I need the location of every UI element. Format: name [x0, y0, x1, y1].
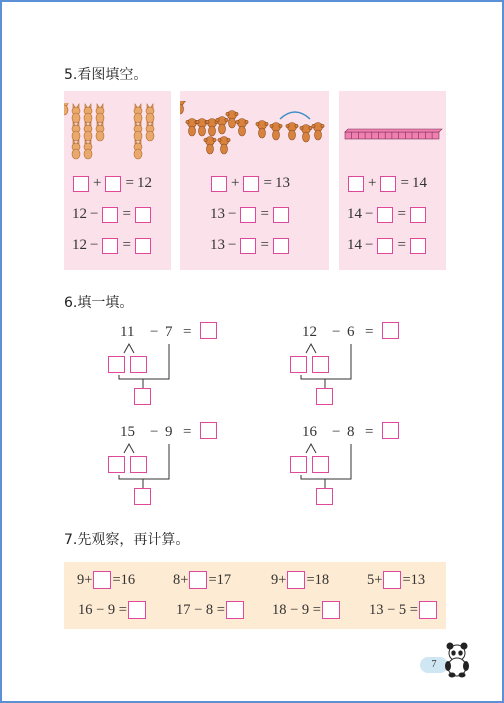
expression: 18 − 9 =	[272, 601, 321, 618]
section5-heading: 5.看图填空。	[64, 67, 148, 83]
minuend: 12	[72, 237, 87, 253]
minuend: 13	[210, 206, 225, 222]
minus-sign: −	[90, 237, 99, 253]
equals-sign: =	[125, 175, 134, 191]
answer-box[interactable]	[73, 176, 89, 192]
answer-box[interactable]	[410, 238, 426, 254]
kitten-group-icon	[64, 103, 171, 163]
answer-box[interactable]	[240, 238, 256, 254]
addend: 5	[367, 571, 375, 588]
minus-sign: −	[228, 206, 237, 222]
minuend: 14	[347, 206, 362, 222]
plus-sign: +	[374, 571, 383, 588]
answer-box[interactable]	[135, 238, 151, 254]
answer-box[interactable]	[382, 322, 399, 339]
subtraction-item	[272, 601, 341, 619]
equals-sign: =	[208, 571, 217, 588]
sum-value: 13	[274, 175, 290, 191]
sum-value: 12	[136, 175, 152, 191]
sum-value: 18	[314, 571, 330, 588]
answer-box[interactable]	[102, 238, 118, 254]
part-box[interactable]	[108, 456, 125, 473]
part-box[interactable]	[290, 356, 307, 373]
equals-sign: =	[260, 206, 269, 222]
answer-box[interactable]	[200, 422, 217, 439]
panel-blocks	[339, 91, 446, 270]
minuend: 13	[210, 237, 225, 253]
answer-box[interactable]	[102, 207, 118, 223]
exercise-band	[64, 562, 446, 629]
result-box[interactable]	[134, 388, 151, 405]
minuend: 12	[302, 324, 317, 340]
sum-value: 14	[411, 175, 427, 191]
part-box[interactable]	[290, 456, 307, 473]
result-box[interactable]	[316, 488, 333, 505]
answer-box[interactable]	[380, 176, 396, 192]
part-box[interactable]	[312, 456, 329, 473]
equals-sign: =	[306, 571, 315, 588]
eq-row-1	[210, 175, 290, 192]
section6-heading: 6.填一填。	[64, 295, 134, 311]
result-box[interactable]	[316, 388, 333, 405]
expression: 17 − 8 =	[176, 601, 225, 618]
minus-sign: −	[365, 206, 374, 222]
block-strip-icon	[339, 127, 446, 147]
equals-sign: =	[183, 324, 192, 340]
sum-value: 17	[216, 571, 232, 588]
minus-sign: −	[332, 324, 341, 340]
answer-box[interactable]	[240, 207, 256, 223]
eq-row-1	[347, 175, 427, 192]
answer-box[interactable]	[322, 601, 340, 619]
addition-item	[271, 571, 329, 589]
answer-box[interactable]	[383, 571, 401, 589]
equals-sign: =	[260, 237, 269, 253]
plus-sign: +	[93, 175, 102, 191]
equals-sign: =	[112, 571, 121, 588]
minuend: 15	[120, 424, 135, 440]
minus-sign: −	[332, 424, 341, 440]
eq-row-3	[72, 237, 152, 254]
answer-box[interactable]	[419, 601, 437, 619]
answer-box[interactable]	[410, 207, 426, 223]
minus-sign: −	[90, 206, 99, 222]
eq-row-2	[72, 206, 152, 223]
equals-sign: =	[122, 206, 131, 222]
result-box[interactable]	[134, 488, 151, 505]
answer-box[interactable]	[273, 207, 289, 223]
answer-box[interactable]	[189, 571, 207, 589]
minuend: 12	[72, 206, 87, 222]
answer-box[interactable]	[211, 176, 227, 192]
minus-sign: −	[228, 237, 237, 253]
eq-row-2	[347, 206, 427, 223]
answer-box[interactable]	[200, 322, 217, 339]
plus-sign: +	[231, 175, 240, 191]
page-number: 7	[420, 657, 448, 673]
eq-row-2	[210, 206, 290, 223]
answer-box[interactable]	[348, 176, 364, 192]
subtraction-item	[176, 601, 245, 619]
minus-sign: −	[365, 237, 374, 253]
addend: 8	[173, 571, 181, 588]
answer-box[interactable]	[382, 422, 399, 439]
addition-item	[173, 571, 231, 589]
answer-box[interactable]	[273, 238, 289, 254]
sum-value: 13	[410, 571, 426, 588]
equals-sign: =	[402, 571, 411, 588]
answer-box[interactable]	[377, 238, 393, 254]
panel-monkeys	[180, 91, 329, 270]
plus-sign: +	[180, 571, 189, 588]
eq-row-1	[72, 175, 152, 192]
plus-sign: +	[278, 571, 287, 588]
part-box[interactable]	[108, 356, 125, 373]
subtrahend: 8	[347, 424, 355, 440]
plus-sign: +	[368, 175, 377, 191]
answer-box[interactable]	[243, 176, 259, 192]
panda-icon	[442, 642, 472, 678]
addend: 9	[271, 571, 279, 588]
subtraction-item	[369, 601, 438, 619]
equals-sign: =	[183, 424, 192, 440]
addition-item	[77, 571, 135, 589]
minus-sign: −	[150, 424, 159, 440]
answer-box[interactable]	[128, 601, 146, 619]
answer-box[interactable]	[93, 571, 111, 589]
subtrahend: 9	[165, 424, 173, 440]
answer-box[interactable]	[226, 601, 244, 619]
monkey-group-icon	[180, 101, 329, 161]
expression: 13 − 5 =	[369, 601, 418, 618]
part-box[interactable]	[130, 456, 147, 473]
part-box[interactable]	[130, 356, 147, 373]
eq-row-3	[210, 237, 290, 254]
answer-box[interactable]	[377, 207, 393, 223]
addend: 9	[77, 571, 85, 588]
sum-value: 16	[120, 571, 136, 588]
equals-sign: =	[397, 206, 406, 222]
equals-sign: =	[400, 175, 409, 191]
part-box[interactable]	[312, 356, 329, 373]
expression: 16 − 9 =	[78, 601, 127, 618]
minuend: 16	[302, 424, 317, 440]
minuend: 14	[347, 237, 362, 253]
subtrahend: 6	[347, 324, 355, 340]
minus-sign: −	[150, 324, 159, 340]
equals-sign: =	[397, 237, 406, 253]
equals-sign: =	[122, 237, 131, 253]
equals-sign: =	[365, 424, 374, 440]
section7-heading: 7.先观察，再计算。	[64, 532, 190, 548]
subtrahend: 7	[165, 324, 173, 340]
equals-sign: =	[365, 324, 374, 340]
minuend: 11	[120, 324, 135, 340]
subtraction-item	[78, 601, 147, 619]
panel-kittens	[64, 91, 171, 270]
equals-sign: =	[263, 175, 272, 191]
answer-box[interactable]	[105, 176, 121, 192]
plus-sign: +	[84, 571, 93, 588]
answer-box[interactable]	[135, 207, 151, 223]
eq-row-3	[347, 237, 427, 254]
answer-box[interactable]	[287, 571, 305, 589]
addition-item	[367, 571, 425, 589]
